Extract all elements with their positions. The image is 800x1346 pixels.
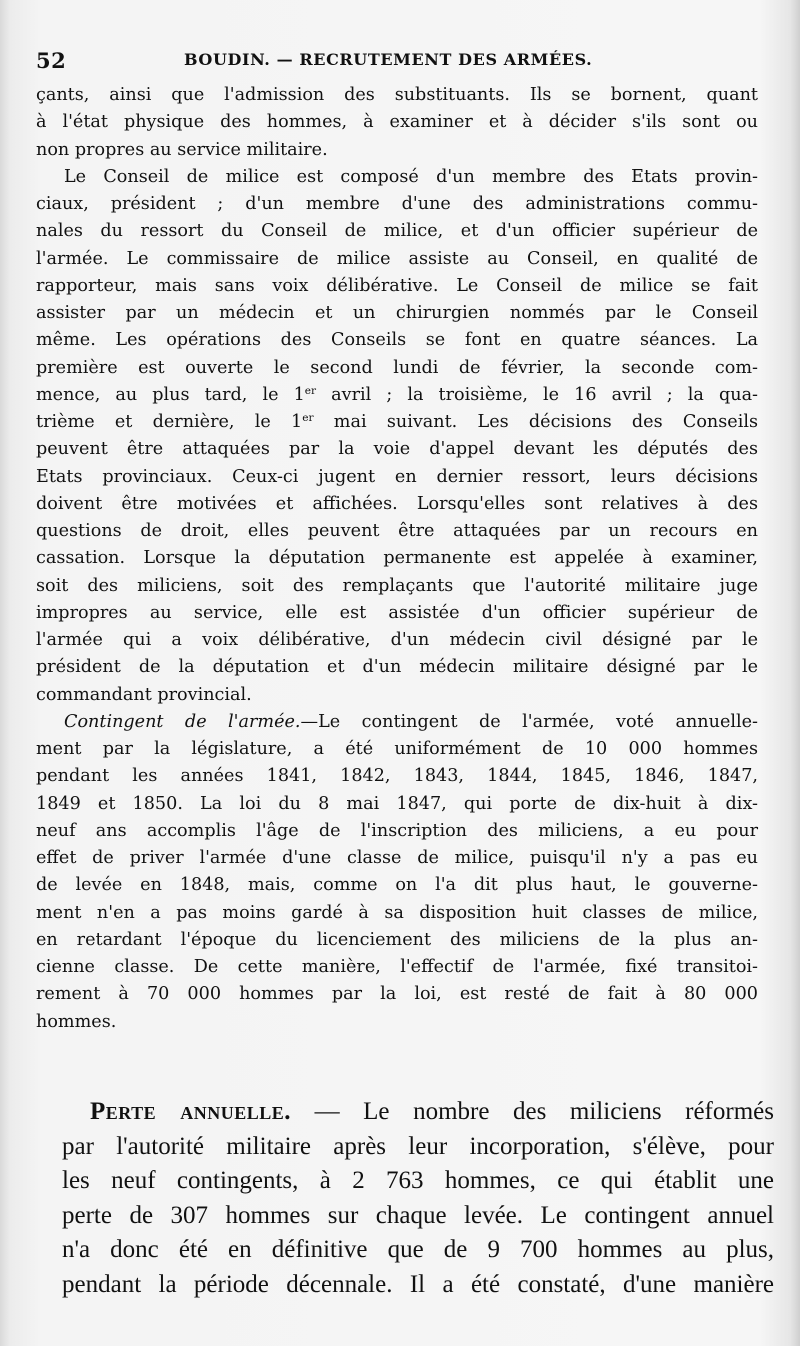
text-line: çants, ainsi que l'admission des substituants. Ils se bornent, quant [36,85,758,105]
page-number: 52 [36,48,67,73]
text-line: peuvent être attaquées par la voie d'appel devant les députés des [36,439,758,460]
text-fragment: mai suivant. Les décisions des Conseils [313,412,758,432]
text-line: non propres au service militaire. [36,139,328,160]
text-line: hommes. [36,1011,117,1032]
superscript: er [304,384,317,397]
text-line: 1849 et 1850. La loi du 8 mai 1847, qui porte de dix-huit à dix- [36,793,758,814]
text-line: pendant la période décennale. Il a été constaté, d'une manière [62,1270,774,1298]
text-line: perte de 307 hommes sur chaque levée. Le contingent annuel [62,1201,774,1229]
text-line: l'armée. Le commissaire de milice assiste au Conseil, en qualité de [36,248,758,269]
text-line: pendant les années 1841, 1842, 1843, 1844, 1845, 1846, 1847, [36,766,758,787]
superscript: er [302,412,314,425]
text-line: ciaux, président ; d'un membre d'une des administrations commu- [36,194,758,214]
text-fragment: mence, au plus tard, le 1 [36,384,305,405]
text-line: ment par la législature, a été uniformément de 10 000 hommes [36,739,758,759]
text-line: l'armée qui a voix délibérative, d'un médecin civil désigné par le [36,630,758,650]
text-line: à l'état physique des hommes, à examiner et à décider s'ils sont ou [36,112,758,133]
text-line: première est ouverte le second lundi de février, la seconde com- [36,357,758,378]
text-line: cienne classe. De cette manière, l'effectif de l'armée, fixé transitoi- [36,957,758,977]
text-line: Etats provinciaux. Ceux-ci jugent en dernier ressort, leurs décisions [36,466,758,487]
text-fragment: — Le nombre des miliciens réformés [291,1098,774,1125]
text-line: questions de droit, elles peuvent être attaquées par un recours en [36,521,758,541]
text-line: de levée en 1848, mais, comme on l'a dit plus haut, le gouverne- [36,875,758,896]
text-line: par l'autorité militaire après leur incorporation, s'élève, pour [62,1132,774,1160]
body-text-large [62,1095,774,1302]
body-text-small [36,82,758,1036]
text-line [36,409,758,436]
text-line: Le Conseil de milice est composé d'un membre des Etats provin- [64,166,758,187]
text-line: nales du ressort du Conseil de milice, et d'un officier supérieur de [36,221,758,242]
text-fragment: —Le contingent de l'armée, voté annuelle- [300,711,758,732]
text-line: soit des miliciens, soit des remplaçants que l'autorité militaire juge [36,575,758,596]
text-fragment: trième et dernière, le 1 [36,412,303,432]
text-line [36,709,758,736]
text-line [62,1095,774,1130]
text-line: ment n'en a pas moins gardé à sa disposition huit classes de milice, [36,902,758,923]
text-fragment: avril ; la troisième, le 16 avril ; la qua- [316,384,758,405]
section-heading-perte: Perte annuelle. [90,1098,291,1125]
section-heading-contingent: Contingent de l'armée. [64,711,301,732]
text-line: les neuf contingents, à 2 763 hommes, ce qui établit une [62,1167,774,1194]
text-line: président de la députation et d'un médecin militaire désigné par le [36,657,758,678]
text-line: commandant provincial. [36,684,252,705]
running-title: BOUDIN. — RECRUTEMENT DES ARMÉES. [184,50,593,69]
text-line: impropres au service, elle est assistée d'un officier supérieur de [36,602,758,623]
text-line: cassation. Lorsque la députation permanente est appelée à examiner, [36,548,758,569]
running-head [36,48,766,76]
text-line: doivent être motivées et affichées. Lorsqu'elles sont relatives à des [36,493,758,514]
text-line: neuf ans accomplis l'âge de l'inscription des miliciens, a eu pour [36,820,758,841]
text-line: même. Les opérations des Conseils se font en quatre séances. La [36,330,758,351]
text-line: effet de priver l'armée d'une classe de milice, puisqu'il n'y a pas eu [36,848,758,868]
text-line: n'a donc été en définitive que de 9 700 hommes au plus, [62,1236,774,1263]
text-line: rement à 70 000 hommes par la loi, est resté de fait à 80 000 [36,984,758,1005]
text-line: rapporteur, mais sans voix délibérative. Le Conseil de milice se fait [36,275,758,296]
text-line [36,382,758,409]
text-line: en retardant l'époque du licenciement des miliciens de la plus an- [36,929,758,950]
text-line: assister par un médecin et un chirurgien nommés par le Conseil [36,303,758,323]
